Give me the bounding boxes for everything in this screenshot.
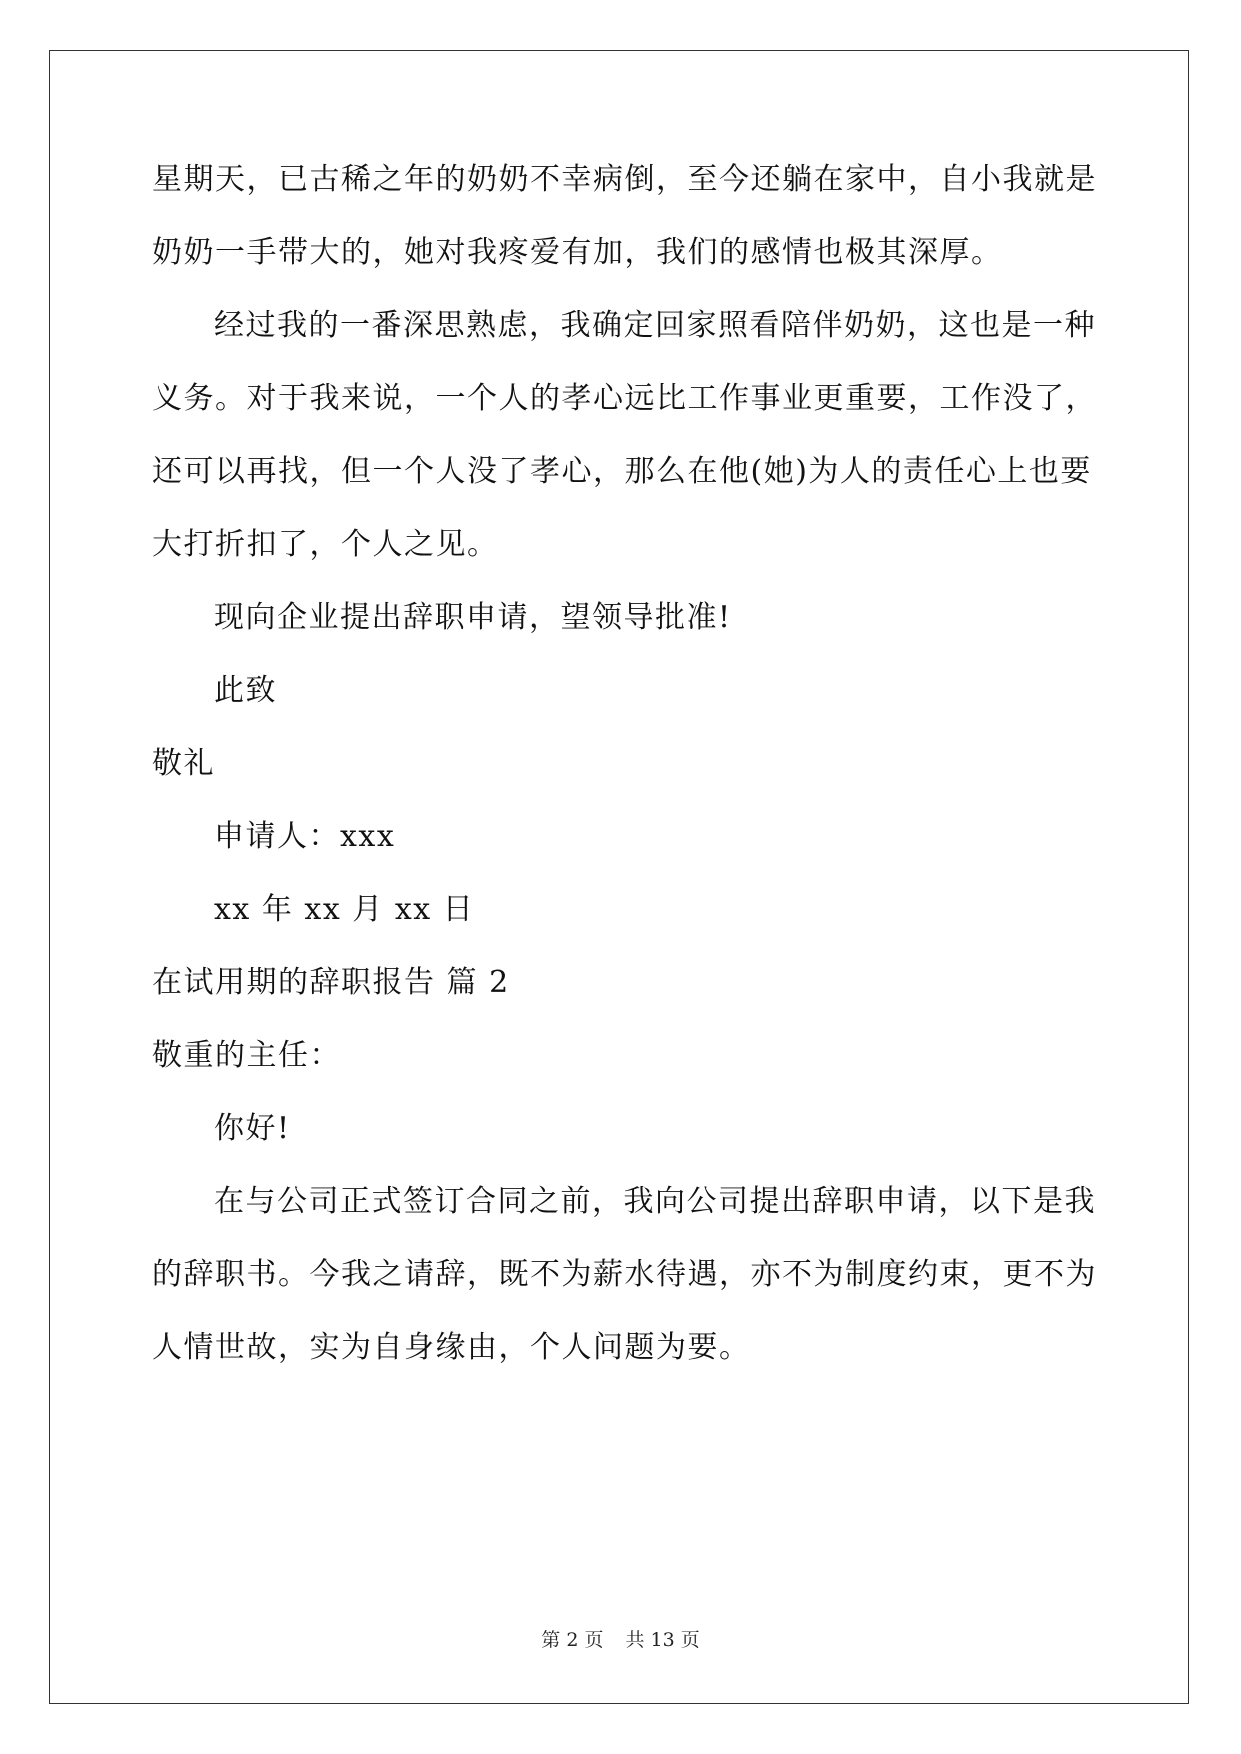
paragraph-line: 还可以再找，但一个人没了孝心，那么在他(她)为人的责任心上也要 [152, 454, 1092, 489]
salutation-line: 敬重的主任： [152, 1038, 341, 1073]
page-footer [0, 1628, 1241, 1652]
paragraph-line: 星期天，已古稀之年的奶奶不幸病倒，至今还躺在家中，自小我就是 [152, 162, 1097, 197]
paragraph-line: 人情世故，实为自身缘由，个人问题为要。 [152, 1330, 751, 1365]
paragraph-line: 义务。对于我来说，一个人的孝心远比工作事业更重要，工作没了， [152, 381, 1097, 416]
greeting-line: 你好! [214, 1111, 291, 1146]
paragraph-line: 经过我的一番深思熟虑，我确定回家照看陪伴奶奶，这也是一种 [214, 308, 1096, 343]
applicant-line: 申请人：xxx [214, 819, 396, 854]
paragraph-line: 大打折扣了，个人之见。 [152, 527, 499, 562]
closing-line: 敬礼 [152, 746, 215, 781]
paragraph-line: 在与公司正式签订合同之前，我向公司提出辞职申请，以下是我 [214, 1184, 1096, 1219]
date-line: xx 年 xx 月 xx 日 [214, 892, 475, 927]
paragraph-line: 奶奶一手带大的，她对我疼爱有加，我们的感情也极其深厚。 [152, 235, 1003, 270]
page-border [49, 50, 1189, 1704]
page-number: 第 2 页 [541, 1629, 604, 1651]
paragraph-line: 的辞职书。今我之请辞，既不为薪水待遇，亦不为制度约束，更不为 [152, 1257, 1097, 1292]
paragraph-line: 现向企业提出辞职申请，望领导批准! [214, 600, 732, 635]
section-title: 在试用期的辞职报告 篇 2 [152, 965, 510, 1000]
closing-line: 此致 [214, 673, 277, 708]
page-total: 共 13 页 [625, 1629, 700, 1651]
